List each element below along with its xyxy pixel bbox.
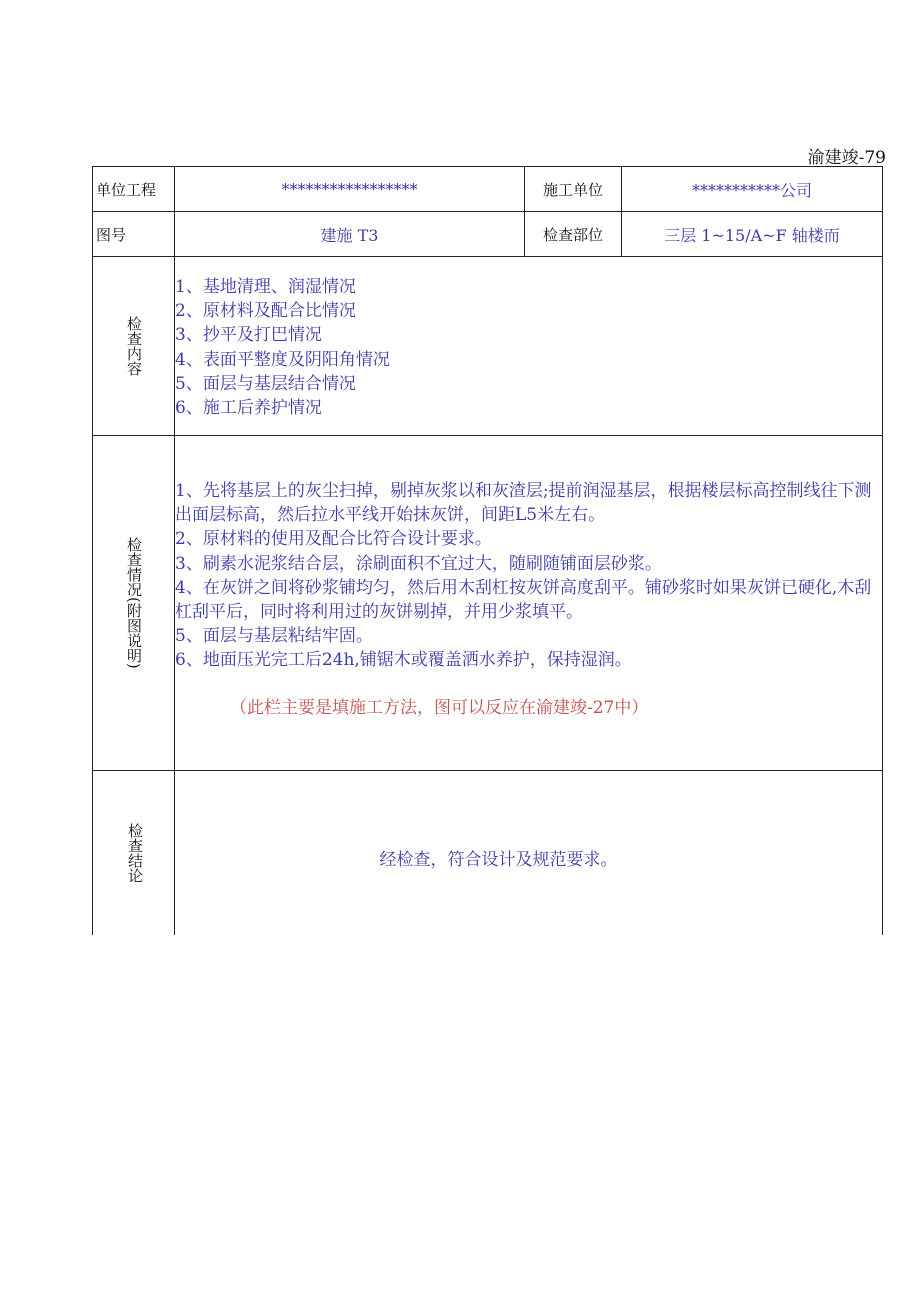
list-item: 1、基地清理、润湿情况 <box>175 277 356 297</box>
form-code: 渝建竣-79 <box>807 148 886 168</box>
construction-unit-value: ***********公司 <box>621 167 882 211</box>
drawing-no-label: 图号 <box>96 225 127 244</box>
conclusion-label-cell <box>93 771 174 935</box>
inspection-content-body <box>174 257 882 435</box>
conclusion-body <box>174 771 882 935</box>
list-item: 2、原材料的使用及配合比符合设计要求。 <box>175 529 492 550</box>
list-item: 3、刷素水泥浆结合层，涂刷面积不宜过大，随刷随铺面层砂浆。 <box>175 553 662 574</box>
row-inspection-content <box>92 256 883 435</box>
inspection-status-body <box>174 436 882 770</box>
conclusion-label: 检查结论 <box>126 823 144 883</box>
inspection-location-value: 三层 1~15/A~F 轴楼而 <box>621 212 882 256</box>
inspection-content-list <box>175 275 390 420</box>
construction-unit-label: 施工单位 <box>524 167 621 211</box>
list-item: 5、面层与基层结合情况 <box>175 373 356 394</box>
list-item: 4、在灰饼之间将砂浆铺均匀，然后用木刮杠按灰饼高度刮平。铺砂浆时如果灰饼已硬化,木刮杠刮平后，同时将利用过的灰饼剔掉，并用少浆填平。 <box>175 577 872 623</box>
inspection-status-label-cell <box>93 436 174 770</box>
inspection-location-label: 检查部位 <box>524 212 621 256</box>
conclusion-text: 经检查，符合设计及规范要求。 <box>379 850 618 870</box>
unit-project-value: ***************** <box>174 167 524 211</box>
list-item: 6、地面压光完工后24h,铺锯木或覆盖洒水养护，保持湿润。 <box>175 650 632 671</box>
unit-project-label: 单位工程 <box>96 180 157 199</box>
row-unit-project <box>92 166 883 211</box>
row-drawing-no <box>92 211 883 256</box>
list-item: 6、施工后养护情况 <box>175 398 322 419</box>
list-item: 5、面层与基层粘结牢固。 <box>175 626 373 647</box>
list-item: 4、表面平整度及阴阳角情况 <box>175 349 390 370</box>
inspection-content-label: 检查内容 <box>125 316 143 376</box>
inspection-status-list <box>175 479 880 673</box>
list-item: 3、抄平及打巴情况 <box>175 325 322 346</box>
inspection-status-label: 检查情况(附图说明) <box>125 537 143 669</box>
inspection-form <box>92 166 883 935</box>
inspection-status-note: （此栏主要是填施工方法，图可以反应在渝建竣-27中） <box>230 698 649 718</box>
list-item: 1、先将基层上的灰尘扫掉，剔掉灰浆以和灰渣层;提前润湿基层，根据楼层标高控制线往下测出面层标高，然后拉水平线开始抹灰饼，间距L5米左右。 <box>175 481 872 526</box>
row-inspection-status <box>92 435 883 770</box>
inspection-content-label-cell <box>93 257 174 435</box>
drawing-no-value: 建施 T3 <box>174 212 524 256</box>
list-item: 2、原材料及配合比情况 <box>175 301 356 322</box>
row-conclusion <box>92 770 883 935</box>
